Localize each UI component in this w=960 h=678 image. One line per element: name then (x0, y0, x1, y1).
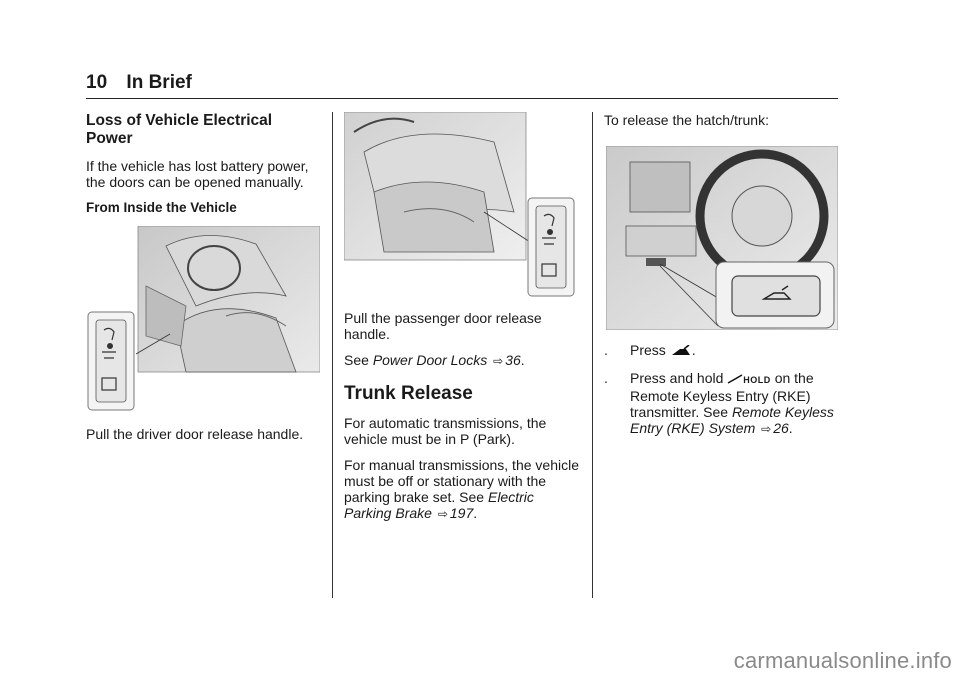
intro-text: If the vehicle has lost battery power, the doors can be opened manually. (86, 158, 309, 190)
manual-transmission-text: For manual transmissions, the vehicle must be off or stationary with the parking brake set. See Electric Parking Brake ⇨ 197. (344, 457, 579, 521)
power-door-locks-link[interactable]: Power Door Locks (372, 352, 488, 368)
column-divider-1 (332, 112, 333, 598)
column-2 (344, 310, 580, 522)
section-heading-trunk-release: Trunk Release (344, 383, 473, 404)
rke-system-link[interactable]: Remote Keyless Entry (RKE) System (630, 404, 834, 436)
release-hatch-intro: To release the hatch/trunk: (604, 112, 769, 128)
page-number: 10 (86, 72, 108, 93)
trunk-release-icon (670, 345, 692, 357)
watermark: carmanualsonline.info (733, 648, 952, 673)
section-heading-loss-of-power: Loss of Vehicle Electrical Power (86, 112, 273, 147)
page-reference-arrow-icon: ⇨ (437, 507, 448, 521)
passenger-door-caption: Pull the passenger door release handle. (344, 310, 542, 342)
header-rule (86, 98, 838, 99)
hold-label: HOLD (743, 375, 771, 385)
page-reference-arrow-icon: ⇨ (493, 354, 504, 368)
automatic-transmission-text: For automatic transmissions, the vehicle must be in P (Park). (344, 415, 547, 447)
driver-door-caption: Pull the driver door release handle. (86, 426, 304, 442)
column-divider-2 (592, 112, 593, 598)
rke-system-page[interactable]: 26 (773, 420, 789, 436)
page-header (86, 72, 192, 94)
see-power-door-locks: See Power Door Locks ⇨ 36. (344, 352, 525, 368)
column-1-caption (86, 426, 322, 442)
trunk-release-button-illustration (606, 146, 838, 330)
column-1 (86, 112, 322, 216)
bullet-press-hold-keyfob: . Press and hold HOLD on the Remote Keyless Entry (RKE) transmitter. See Remote Keyless Entry (RKE) System ⇨ 26. (604, 370, 834, 436)
driver-door-release-illustration (86, 226, 320, 412)
page-reference-arrow-icon: ⇨ (761, 422, 772, 436)
subheading-inside-vehicle: From Inside the Vehicle (86, 200, 237, 215)
electric-parking-brake-page[interactable]: 197 (449, 505, 474, 521)
bullet-press-trunk-button: . Press . (604, 342, 696, 358)
keyfob-trunk-icon (727, 373, 743, 385)
power-door-locks-page[interactable]: 36 (505, 352, 521, 368)
column-3-intro (604, 112, 840, 128)
column-3-bullets (604, 342, 840, 437)
passenger-door-release-illustration (344, 112, 576, 298)
electric-parking-brake-link[interactable]: Electric Parking Brake (344, 489, 534, 521)
section-title: In Brief (126, 72, 192, 93)
